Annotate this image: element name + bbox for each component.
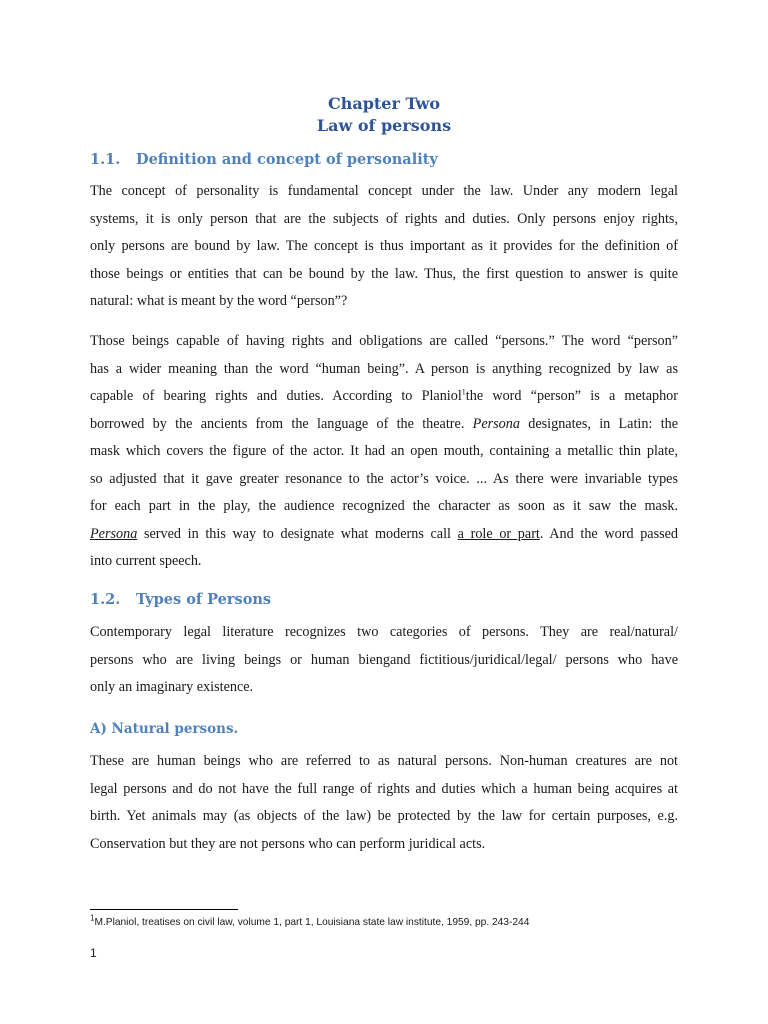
section-number: 1.1. — [90, 151, 121, 168]
paragraph-concept-of-personality — [90, 178, 678, 316]
paragraph-line: natural: what is meant by the word “person”? — [90, 293, 348, 309]
section-heading-1-1 — [90, 150, 438, 170]
text-run: designates, in Latin: the — [528, 415, 679, 432]
paragraph-line: Conservation but they are not persons who can perform juridical acts. — [90, 835, 486, 852]
footnote-marker: 1 — [90, 913, 95, 923]
footnote-reference[interactable]: 1 — [461, 387, 466, 397]
footnote-separator — [90, 909, 238, 910]
paragraph-line: has a wider meaning than the word “human being”. A person is anything recognized by law as — [90, 360, 678, 377]
paragraph-line — [90, 411, 678, 439]
page-number: 1 — [90, 946, 97, 960]
italic-term-persona-underlined: Persona — [90, 525, 138, 542]
paragraph-line: The concept of personality is fundamental concept under the law. Under any modern legal — [90, 183, 678, 199]
text-run: borrowed by the ancients from the language of the theatre. — [90, 415, 465, 432]
chapter-title-line2: Law of persons — [316, 116, 452, 135]
paragraph-line: mask which covers the figure of the actor. It had an open mouth, containing a metallic thin plate, — [90, 443, 678, 459]
text-run: the word “person” is a metaphor — [465, 388, 679, 404]
section-title: Types of Persons — [136, 591, 272, 608]
paragraph-natural-persons — [90, 748, 678, 858]
section-number: 1.2. — [90, 591, 121, 608]
paragraph-line: persons who are living beings or human biengand fictitious/juridical/legal/ persons who have — [90, 651, 678, 668]
paragraph-line: into current speech. — [90, 553, 202, 569]
paragraph-line: Those beings capable of having rights and obligations are called “persons.” The word “person” — [90, 333, 678, 349]
paragraph-persons-definition — [90, 328, 678, 576]
paragraph-line: birth. Yet animals may (as objects of the law) be protected by the law for certain purposes, e.g. — [90, 808, 678, 824]
section-title: Definition and concept of personality — [136, 151, 438, 168]
paragraph-line: legal persons and do not have the full range of rights and duties which a human being acquires at — [90, 780, 678, 797]
underlined-phrase: a role or part — [457, 525, 540, 542]
footnote-text: M.Planiol, treatises on civil law, volume 1, part 1, Louisiana state law institute, 1959, pp. 243-244 — [94, 917, 530, 928]
paragraph-line: only persons are bound by law. The concept is thus important as it provides for the definition of — [90, 238, 678, 254]
chapter-title — [0, 93, 768, 137]
chapter-title-line1: Chapter Two — [327, 94, 441, 113]
text-run: capable of bearing rights and duties. According to Planiol — [90, 388, 462, 404]
footnote — [90, 915, 529, 931]
paragraph-types-of-persons — [90, 619, 678, 702]
text-run: . And the word passed — [539, 525, 679, 542]
paragraph-line — [90, 521, 678, 549]
paragraph-line: so adjusted that it gave greater resonance to the actor’s voice. ... As there were invariable types — [90, 470, 678, 487]
italic-term-persona: Persona — [472, 415, 520, 432]
subheading-natural-persons: A) Natural persons. — [90, 721, 239, 737]
paragraph-line — [90, 383, 678, 411]
paragraph-line: those beings or entities that can be bound by the law. Thus, the first question to answer is quite — [90, 265, 678, 282]
paragraph-line: only an imaginary existence. — [90, 679, 254, 695]
paragraph-line: systems, it is only person that are the subjects of rights and duties. Only persons enjoy rights, — [90, 210, 678, 227]
paragraph-line: Contemporary legal literature recognizes two categories of persons. They are real/natural/ — [90, 624, 678, 640]
paragraph-line: These are human beings who are referred to as natural persons. Non-human creatures are not — [90, 753, 678, 769]
paragraph-line: for each part in the play, the audience recognized the character as soon as it saw the mask. — [90, 498, 678, 514]
text-run: served in this way to designate what moderns call — [143, 525, 451, 542]
section-heading-1-2 — [90, 590, 271, 610]
